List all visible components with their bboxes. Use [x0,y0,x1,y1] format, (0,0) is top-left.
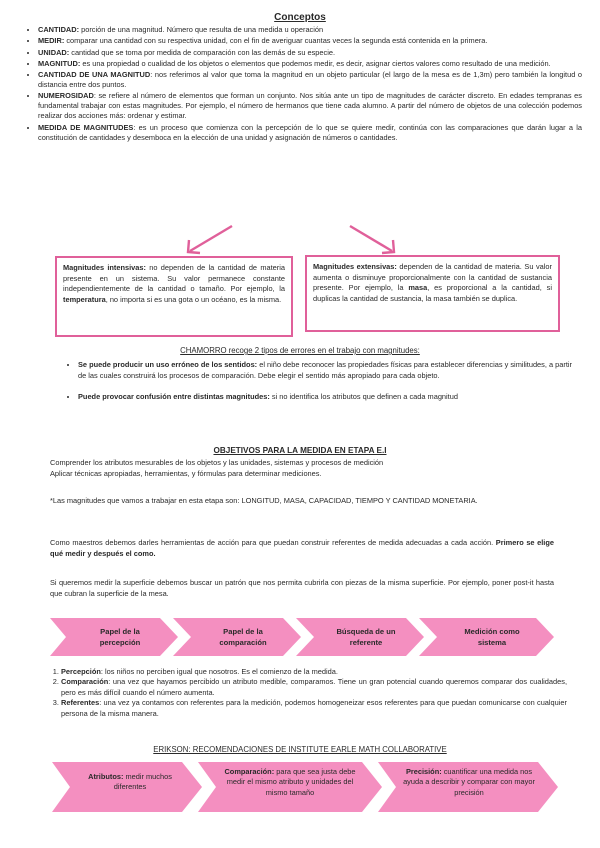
errors-list [66,360,572,403]
recommendation-attributes: Atributos: medir muchos diferentes [88,772,172,792]
intensive-box: Magnitudes intensivas: no dependen de la cantidad de materia presente en un sistema. Su valor permanece constante independientemente de la cantidad o tamaño. Por ejemplo, la temperatura, no importa si es una gota o un océano, es la misma. [55,256,293,337]
step-item: 1. Percepción: los niños no perciben igual que nosotros. Es el comienzo de la medida. [61,667,567,677]
magnitudes-paragraph: *Las magnitudes que vamos a trabajar en esta etapa son: LONGITUD, MASA, CAPACIDAD, TIEMPO Y CANTIDAD MONETARIA. [50,496,478,505]
objectives-text: Comprender los atributos mesurables de los objetos y las unidades, sistemas y procesos de medición Aplicar técnicas apropiadas, herramientas, y fórmulas para determinar mediciones. [50,458,384,478]
concept-item: • MAGNITUD: es una propiedad o cualidad de los objetos o elementos que podemos medir, es decir, asignar ciertos valores como resultado de una medición. [38,59,582,69]
page-title: Conceptos [274,12,326,23]
concepts-list [26,25,582,144]
recommendation-chevrons [52,762,558,812]
step-item: 3. Referentes: una vez ya contamos con referentes para la medición, podemos homogeneizar esos referentes para que puedan comunicarse con cualquier persona de la misma manera. [61,698,567,719]
process-step-perception: Papel de la percepción [99,627,141,647]
objectives-heading: OBJETIVOS PARA LA MEDIDA EN ETAPA E.I [213,446,387,455]
chamorro-heading: CHAMORRO recoge 2 tipos de errores en el trabajo con magnitudes: [180,346,420,355]
concept-item: • MEDIDA DE MAGNITUDES: es un proceso que comienza con la percepción de lo que se quiere medir, continúa con las comparaciones que darán lugar a la constitución de cantidades y desemboca en la elección de una unidad y asignación de números o cantidades. [38,123,582,143]
recommendation-comparison: Comparación: para que sea justa debe medir el mismo atributo y unidades del mismo tamaño [224,767,356,797]
surface-paragraph: Si queremos medir la superficie debemos buscar un patrón que nos permita cubrirla con piezas de la misma superficie. Por ejemplo, poner post-it hasta que cubran la superficie de la mesa. [50,578,554,598]
process-step-comparison: Papel de la comparación [219,627,267,647]
error-item: • Se puede producir un uso erróneo de los sentidos: el niño debe reconocer las propiedades físicas para establecer diferencias y similitudes, a partir de las cuales construirá los procesos de comparación. Debe elegir el sentido más apropiado para cada objeto. [78,360,572,381]
concept-item: • NUMEROSIDAD: se refiere al número de elementos que forman un conjunto. Nos sitúa ante un tipo de magnitudes de carácter discreto. En edades tempranas es fundamental trabajar con estas magnitudes. Por ejemplo, el número de hermanos que tiene cada alumno. A partir del número de objetos de una colección podemos realizar dos acciones más: ordenar y estimar. [38,91,582,121]
process-step-referent: Búsqueda de un referente [336,627,396,647]
concept-item: • CANTIDAD: porción de una magnitud. Número que resulta de una medida u operación [38,25,582,35]
process-chevrons [50,618,554,656]
recommendation-precision: Precisión: cuantificar una medida nos ayuda a describir y comparar con mayor precisión [403,767,535,797]
error-item: • Puede provocar confusión entre distintas magnitudes: si no identifica los atributos que definen a cada magnitud [78,392,572,403]
step-item: 2. Comparación: una vez que hayamos percibido un atributo medible, comparamos. Tiene un gran potencial cuando queremos comparar dos cualidades, pero es más difícil cuando el número aumenta. [61,677,567,698]
arrow-left-icon [180,222,236,256]
concept-item: • UNIDAD: cantidad que se toma por medida de comparación con las demás de su especie. [38,48,582,58]
arrow-right-icon [346,222,402,256]
extensive-box: Magnitudes extensivas: dependen de la cantidad de materia. Su valor aumenta o disminuye proporcionalmente con la cantidad de sustancia presente. Por ejemplo, la masa, es proporcional a la cantidad, si duplicas la cantidad de sustancia, la masa también se duplica. [305,255,560,332]
steps-list [50,667,567,719]
erikson-heading: ERIKSON: RECOMENDACIONES DE INSTITUTE EARLE MATH COLLABORATIVE [153,745,447,754]
concept-item: • CANTIDAD DE UNA MAGNITUD: nos referimos al valor que toma la magnitud en un objeto particular (el largo de la mesa es de 1,3m) pero también la longitud o distancia entre dos puntos. [38,70,582,90]
teachers-paragraph: Como maestros debemos darles herramientas de acción para que puedan construir referentes de medida adecuadas a cada acción. Primero se elige qué medir y después el como. [50,538,554,558]
process-step-system: Medición como sistema [464,627,520,647]
concept-item: • MEDIR: comparar una cantidad con su respectiva unidad, con el fin de averiguar cuantas veces la segunda está contenida en la primera. [38,36,582,46]
